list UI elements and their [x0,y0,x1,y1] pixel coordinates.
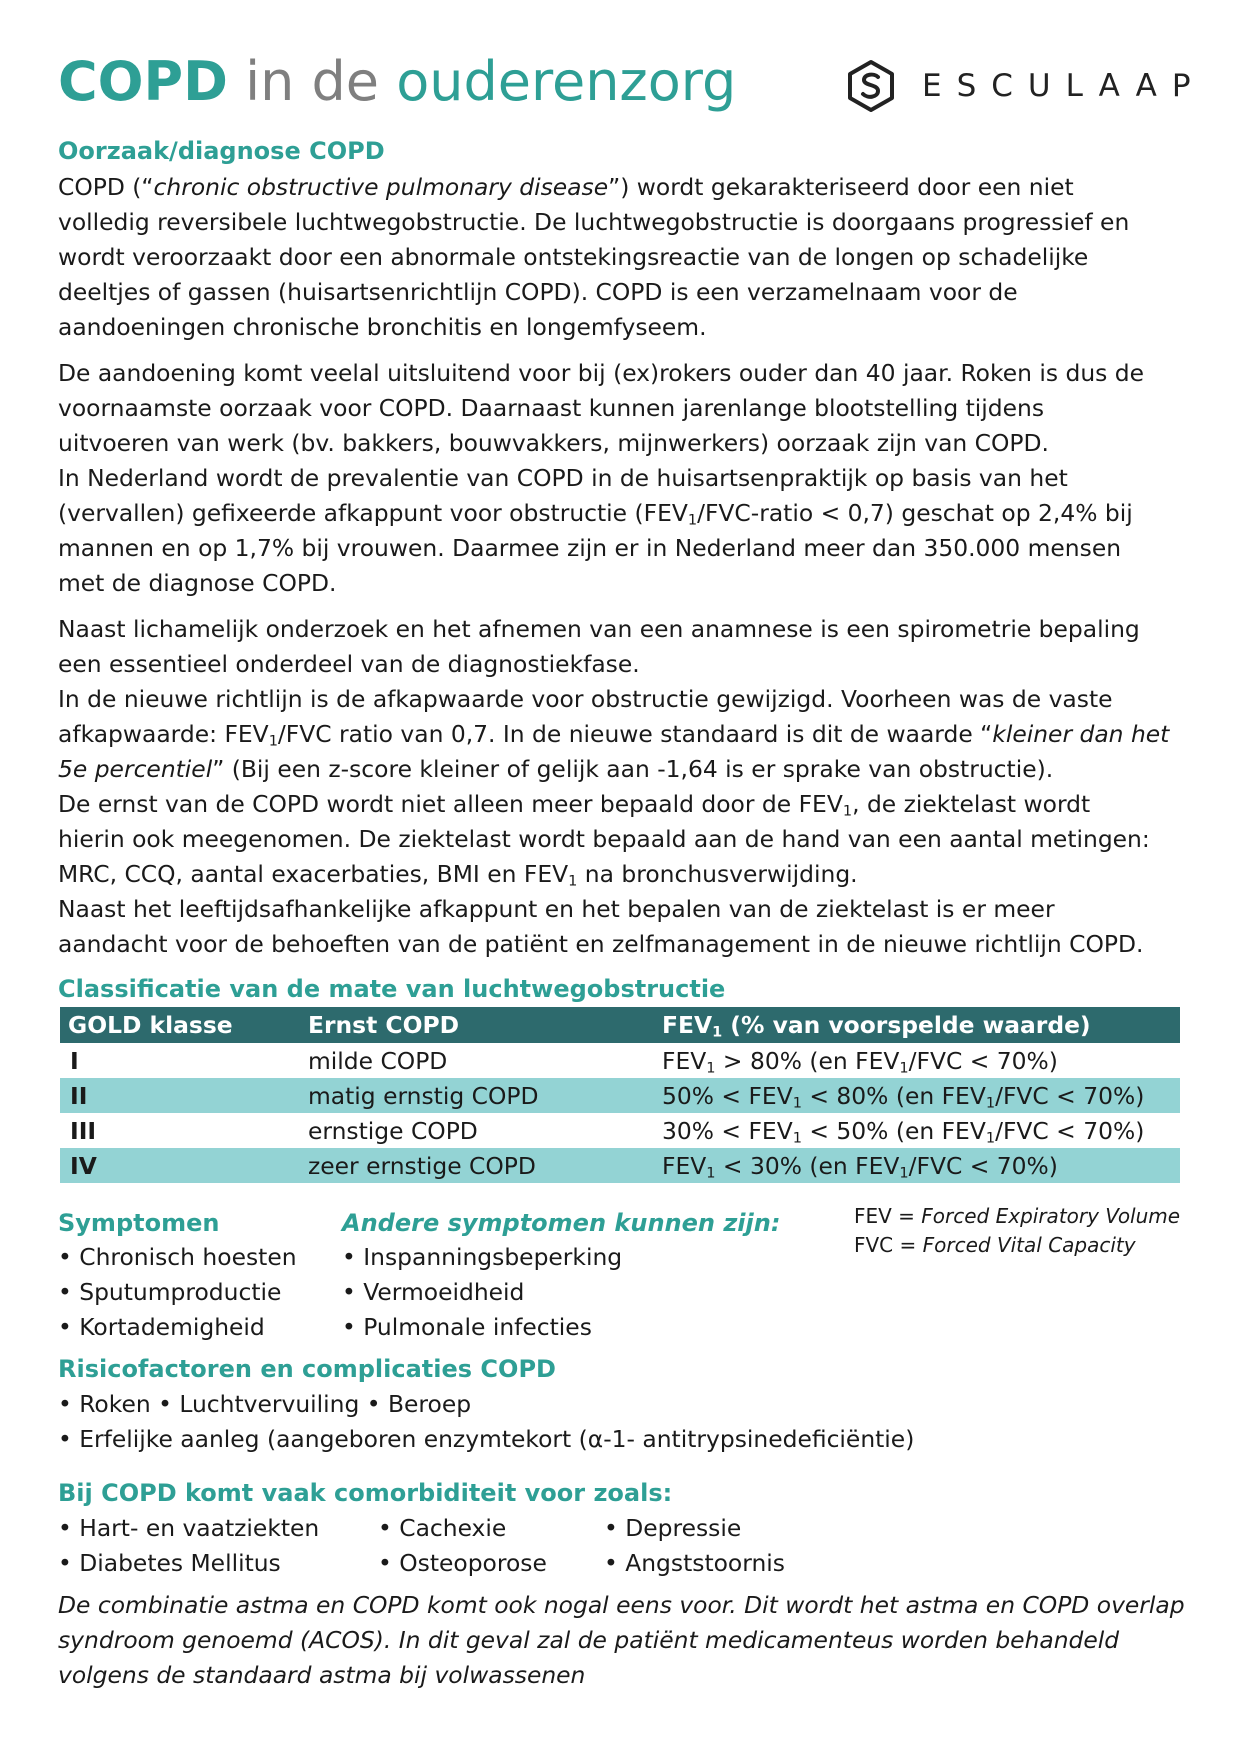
text-segment: COPD (“ [58,173,154,201]
text-line: volgens de standaard astma bij volwassenen [58,1661,586,1689]
text-line: voornaamste oorzaak voor COPD. Daarnaast kunnen jarenlange blootstelling tijdens [58,394,1045,422]
text-segment: (vervallen) gefixeerde afkappunt voor obstructie (FEV [58,499,688,527]
other-symptoms-list [342,1240,622,1345]
note-fvc [854,1231,1136,1260]
text-line: volledig reversibele luchtwegobstructie. De luchtwegobstructie is doorgaans progressief en [58,208,1130,236]
text-segment: 50% < FEV [662,1081,793,1110]
table-header-row [60,1007,1180,1043]
table-row [60,1113,1180,1148]
list-item: • Diabetes Mellitus [58,1549,281,1577]
cell-gold: II [60,1078,300,1113]
cell-gold: III [70,1116,97,1145]
text-line [58,787,1188,822]
list-item: • Hart- en vaatziekten [58,1514,320,1542]
text-segment: /FVC < 70%) [995,1116,1145,1145]
text-line [58,857,1188,892]
paragraph-definition [58,170,1188,345]
text-segment: FEV [662,1046,707,1075]
note-fev [854,1202,1180,1231]
text-line: Naast lichamelijk onderzoek en het afnemen van een anamnese is een spirometrie bepaling [58,615,1140,643]
text-italic: 5e percentiel [58,755,213,783]
column-header-fev [654,1007,1180,1043]
subscript: 1 [687,512,698,529]
subscript: 1 [706,1060,716,1077]
comorbidity-list-3 [604,1511,785,1581]
text-segment: na bronchusverwijding. [577,860,858,888]
heading-andere-symptomen: Andere symptomen kunnen zijn: [342,1209,781,1237]
cell-fev [654,1148,1180,1183]
heading-risicofactoren: Risicofactoren en complicaties COPD [58,1355,556,1383]
list-item: • Depressie [604,1514,742,1542]
list-item: • Sputumproductie [58,1278,282,1306]
text-line: In de nieuwe richtlijn is de afkapwaarde voor obstructie gewijzigd. Voorheen was de vaste [58,685,1113,713]
cell-gold: IV [60,1148,300,1183]
text-line: De aandoening komt veelal uitsluitend voor bij (ex)rokers ouder dan 40 jaar. Roken is dus de [58,359,1145,387]
text-segment: /FVC ratio van 0,7. In de nieuwe standaard is dit de waarde “ [277,720,993,748]
text-line: wordt veroorzaakt door een abnormale ontstekingsreactie van de longen op schadelijke [58,243,1089,271]
gold-classification-table [60,1007,1180,1183]
risk-line-1: • Roken • Luchtvervuiling • Beroep [58,1390,472,1418]
text-segment: FVC = [854,1233,923,1257]
subscript: 1 [792,1095,802,1112]
text-line: uitvoeren van werk (bv. bakkers, bouwvakkers, mijnwerkers) oorzaak zijn van COPD. [58,429,1049,457]
text-italic: Forced Expiratory Volume [921,1204,1181,1228]
text-segment: /FVC-ratio < 0,7) geschat op 2,4% bij [697,499,1133,527]
text-segment: ”) wordt gekarakteriseerd door een niet [608,173,1074,201]
list-item: • Pulmonale infecties [342,1313,592,1341]
cell-fev [654,1078,1180,1113]
heading-symptomen: Symptomen [58,1209,220,1237]
text-segment: 30% < FEV [662,1116,793,1145]
subscript: 1 [899,1165,909,1182]
text-line: deeltjes of gassen (huisartsenrichtlijn COPD). COPD is een verzamelnaam voor de [58,278,1018,306]
text-segment: < 30% (en FEV [715,1151,900,1180]
table-row [60,1078,1180,1113]
text-line: aandacht voor de behoeften van de patiënt en zelfmanagement in de nieuwe richtlijn COPD. [58,930,1144,958]
esculaap-hexagon-s-icon [846,59,896,113]
title-ouderenzorg: ouderenzorg [396,50,737,113]
text-segment: FEV = [854,1204,922,1228]
heading-oorzaak-diagnose: Oorzaak/diagnose COPD [58,137,385,165]
risk-line-2: • Erfelijke aanleg (aangeboren enzymtekort (α-1- antitrypsinedeficiëntie) [58,1425,915,1453]
cell-fev [654,1043,1180,1078]
esculaap-logo [846,58,1206,114]
subscript: 1 [568,873,578,890]
paragraph-acos [58,1588,1185,1693]
table-row [60,1148,1180,1183]
text-segment: < 50% (en FEV [801,1116,986,1145]
subscript: 1 [268,733,278,750]
text-line: In Nederland wordt de prevalentie van COPD in de huisartsenpraktijk op basis van het [58,464,1068,492]
list-item: • Vermoeidheid [342,1278,525,1306]
text-segment: FEV [662,1151,707,1180]
logo-text: ESCULAAP [922,68,1206,104]
subscript: 1 [792,1130,802,1147]
list-item: • Chronisch hoesten [58,1243,297,1271]
text-segment: < 80% (en FEV [801,1081,986,1110]
text-line: De combinatie astma en COPD komt ook nogal eens voor. Dit wordt het astma en COPD overlap [58,1591,1185,1619]
list-item: • Osteoporose [378,1549,547,1577]
list-item: • Kortademigheid [58,1313,265,1341]
text-line: aandoeningen chronische bronchitis en longemfyseem. [58,313,707,341]
cell-fev [654,1113,1180,1148]
text-line: Naast het leeftijdsafhankelijke afkappunt en het bepalen van de ziektelast is er meer [58,895,1055,923]
subscript: 1 [899,1060,909,1077]
symptoms-list [58,1240,297,1345]
text-segment: /FVC < 70%) [908,1151,1058,1180]
text-segment: , de ziektelast wordt [852,790,1091,818]
text-segment: > 80% (en FEV [715,1046,900,1075]
subscript: 1 [842,803,853,820]
text-segment: /FVC < 70%) [995,1081,1145,1110]
title-copd: COPD [58,50,228,113]
text-line [58,717,1188,752]
text-line [58,496,1188,531]
column-header-ernst: Ernst COPD [300,1007,654,1043]
text-line: met de diagnose COPD. [58,569,337,597]
text-segment: (% van voorspelde waarde) [722,1011,1091,1039]
comorbidity-list-2 [378,1511,547,1581]
text-segment: afkapwaarde: FEV [58,720,269,748]
list-item: • Angststoornis [604,1549,785,1577]
paragraph-diagnostics [58,612,1188,962]
list-item: • Inspanningsbeperking [342,1243,623,1271]
text-italic: Forced Vital Capacity [922,1233,1136,1257]
subscript: 1 [712,1024,723,1041]
heading-comorbiditeit: Bij COPD komt vaak comorbiditeit voor zoals: [58,1479,673,1507]
cell-ernst: matig ernstig COPD [300,1078,654,1113]
column-header-gold: GOLD klasse [60,1007,300,1043]
text-line: syndroom genoemd (ACOS). In dit geval zal de patiënt medicamenteus worden behandeld [58,1626,1120,1654]
text-segment: De ernst van de COPD wordt niet alleen meer bepaald door de FEV [58,790,843,818]
cell-ernst: ernstige COPD [308,1116,478,1145]
text-segment: ” (Bij een z-score kleiner of gelijk aan -1,64 is er sprake van obstructie). [212,755,1054,783]
subscript: 1 [706,1165,716,1182]
cell-gold: I [70,1046,79,1075]
text-italic: chronic obstructive pulmonary disease [153,173,609,201]
text-segment: FEV [662,1011,713,1039]
cell-ernst: zeer ernstige COPD [300,1148,654,1183]
paragraph-prevalence [58,356,1188,601]
cell-ernst: milde COPD [308,1046,448,1075]
text-line: hierin ook meegenomen. De ziektelast wordt bepaald aan de hand van een aantal metingen: [58,825,1150,853]
comorbidity-list-1 [58,1511,319,1581]
title-in-de: in de [245,50,380,113]
text-line: een essentieel onderdeel van de diagnostiekfase. [58,650,640,678]
table-row [60,1043,1180,1078]
text-segment: /FVC < 70%) [908,1046,1058,1075]
text-line [58,170,1188,205]
subscript: 1 [985,1130,996,1147]
subscript: 1 [985,1095,996,1112]
page-title [58,48,736,116]
text-italic: kleiner dan het [992,720,1170,748]
list-item: • Cachexie [378,1514,507,1542]
text-line [58,752,1188,787]
text-line: mannen en op 1,7% bij vrouwen. Daarmee zijn er in Nederland meer dan 350.000 mensen [58,534,1122,562]
text-segment: MRC, CCQ, aantal exacerbaties, BMI en FEV [58,860,569,888]
heading-classificatie: Classificatie van de mate van luchtwegobstructie [58,975,726,1003]
